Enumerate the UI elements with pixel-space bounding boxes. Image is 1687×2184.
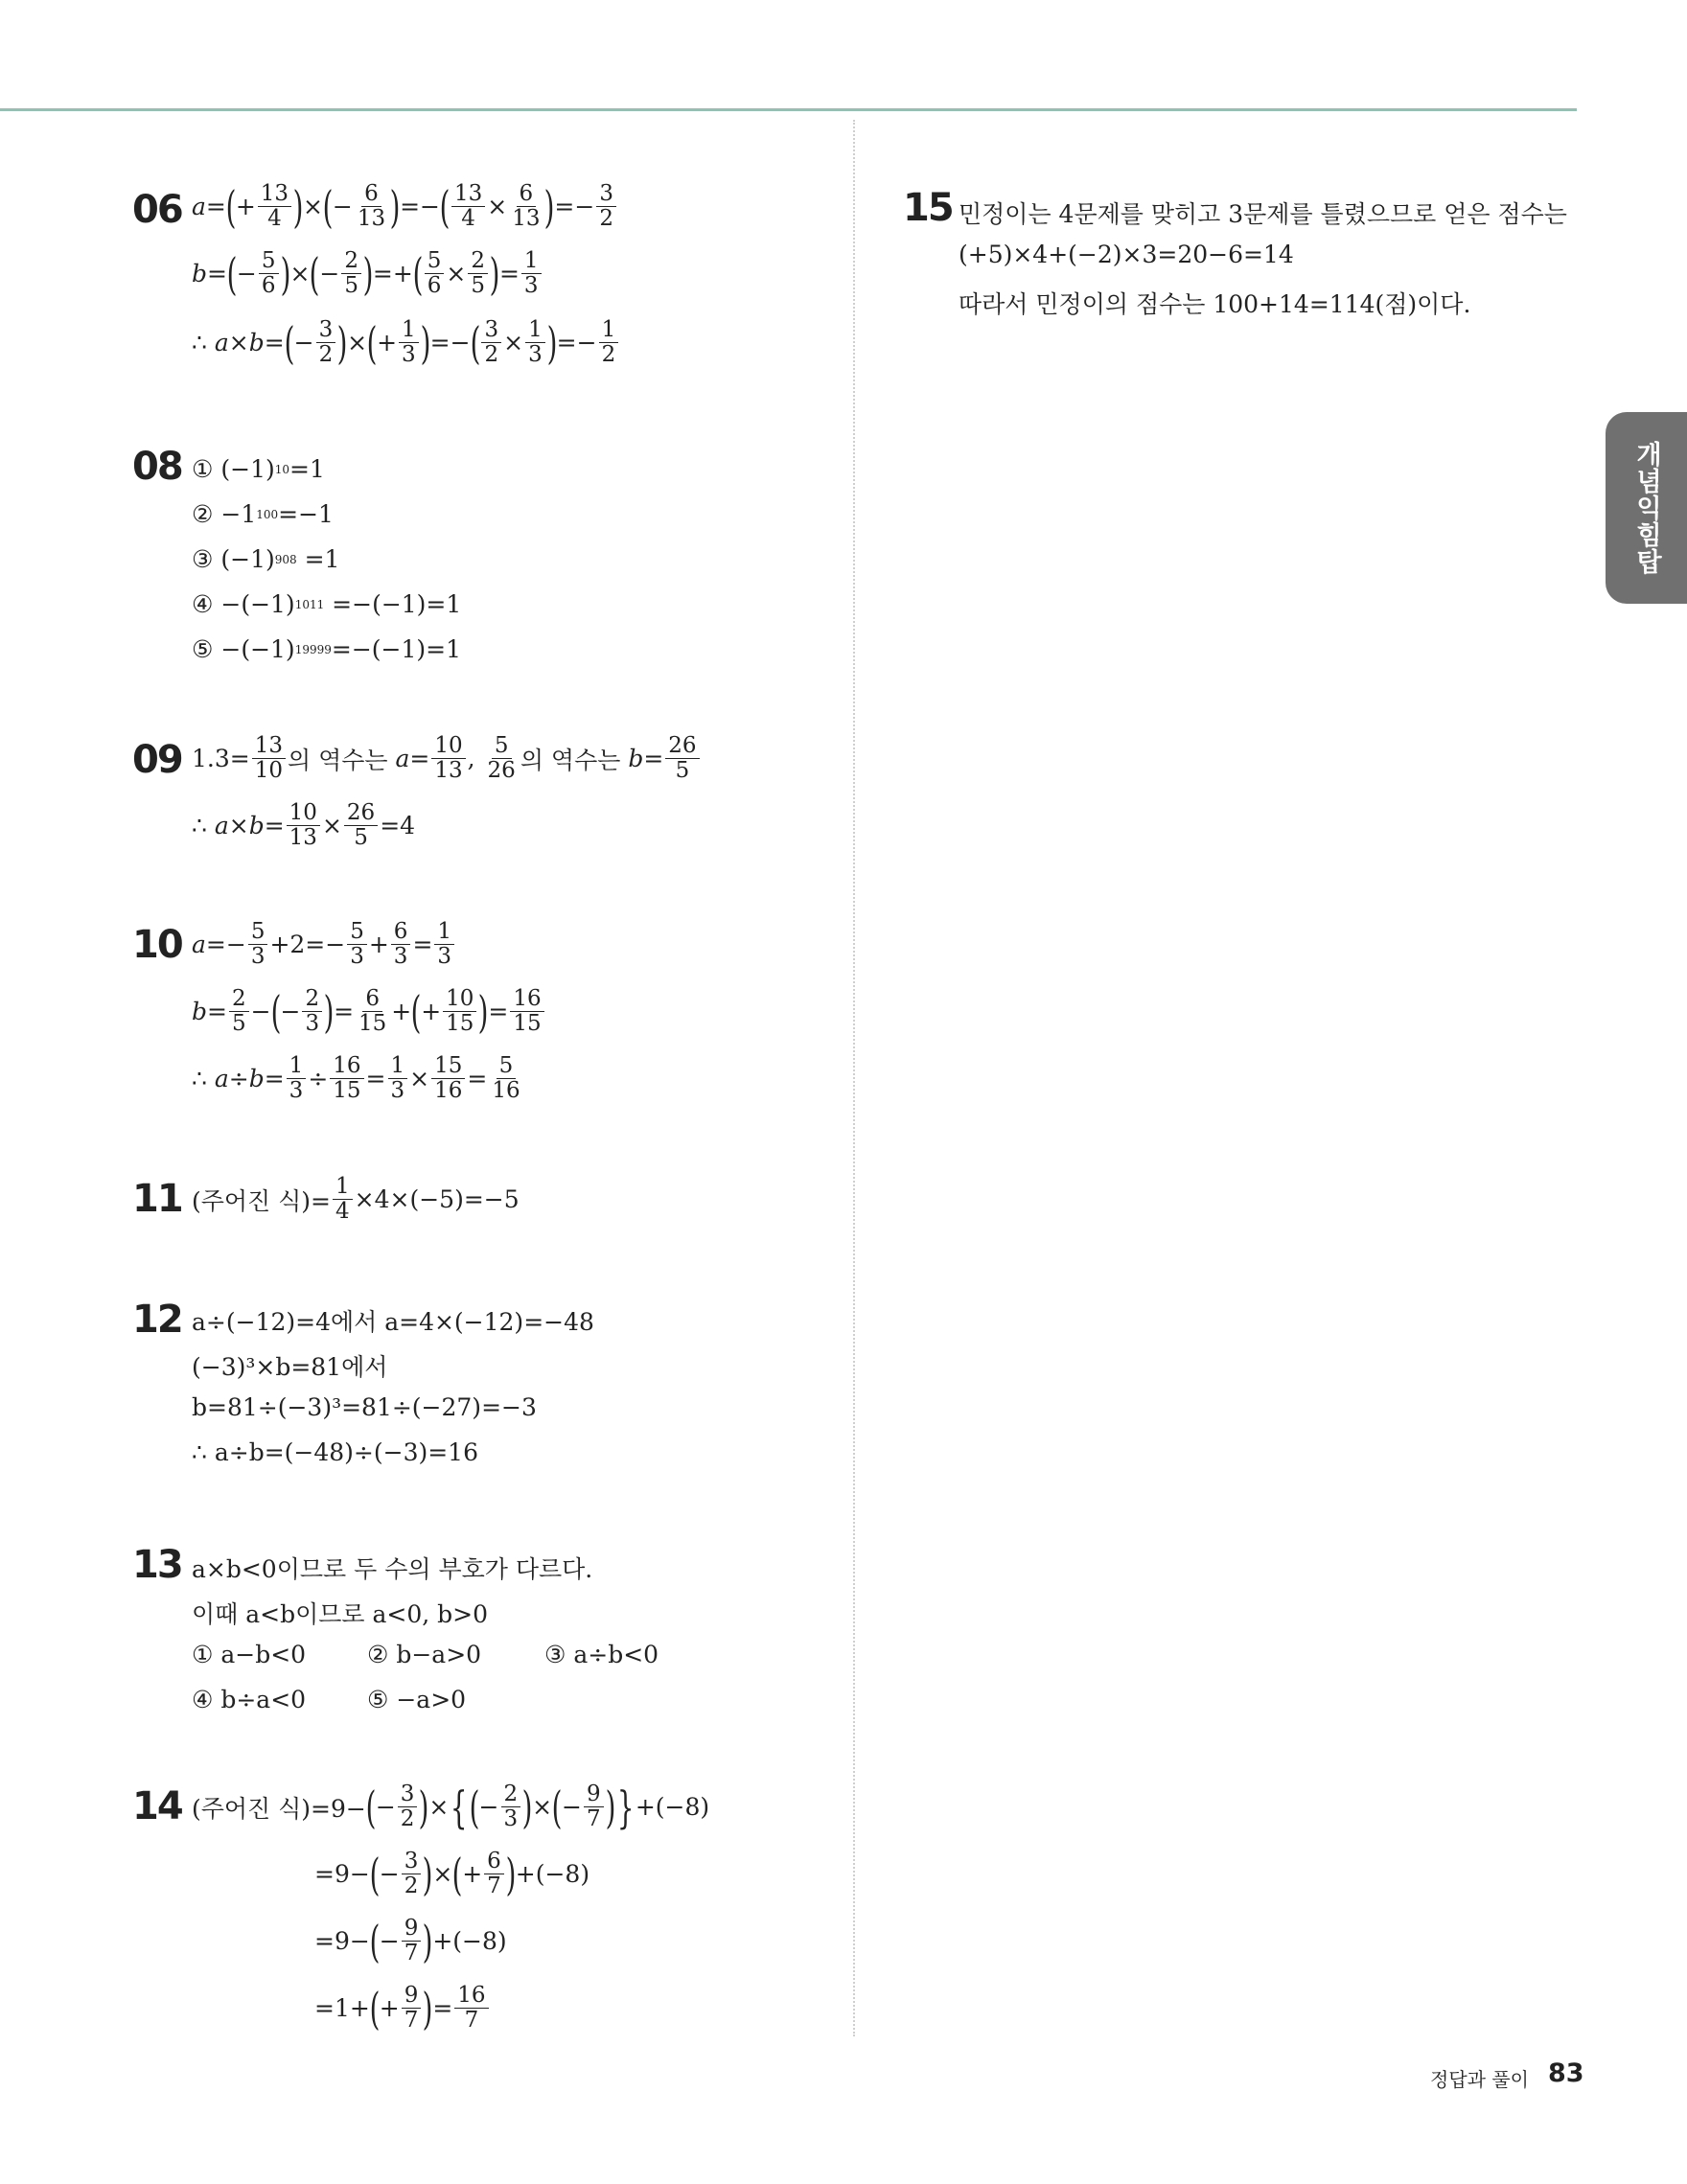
solution-line: ∴ a÷b = $\frac{1}{3}$ ÷ $\frac{16}{15}$ = $\frac{1}{3}$ × $\frac{15}{16}$ = $\frac{5}{16}$: [192, 1053, 520, 1104]
solution-line: 1.3= $\frac{13}{10}$ 의 역수는 a = $\frac{10}{13}$ , $\frac{5}{26}$ 의 역수는 b = $\frac{26}{5}$: [192, 734, 702, 784]
option: ② b−a>0: [367, 1641, 482, 1668]
solution-line: ④ −(−1) 1011 =−(−1)=1: [192, 590, 462, 618]
solution-line: ① (−1) 10 =1: [192, 455, 325, 483]
option: ① a−b<0: [192, 1641, 307, 1668]
solution-line: a÷(−12)=4에서 a=4×(−12)=−48: [192, 1308, 594, 1336]
solution-line: 따라서 민정이의 점수는 100+14=114(점)이다.: [959, 290, 1471, 318]
solution-line: (+5)×4+(−2)×3=20−6=14: [959, 241, 1294, 268]
solution-line: a = ( + $\frac{13}{4}$ ) × ( − $\frac{6}{13}$ ) =− ( $\frac{13}{4}$ × $\frac{6}{13}$ ) =− $\frac{3}{2}$: [192, 182, 618, 232]
problem-number: 12: [132, 1298, 182, 1342]
page-number: 83: [1548, 2058, 1584, 2088]
solution-line: ∴ a÷b=(−48)÷(−3)=16: [192, 1438, 478, 1466]
solution-line: =9− ( − $\frac{9}{7}$ ) +(−8): [314, 1915, 507, 1967]
side-tab[interactable]: [1606, 412, 1687, 604]
solution-line: =9− ( − $\frac{3}{2}$ ) × ( + $\frac{6}{7}$ ) +(−8): [314, 1848, 590, 1900]
solution-line: (주어진 식)=9− ( − $\frac{3}{2}$ ) × { ( − $\frac{2}{3}$ ) × ( − $\frac{9}{7}$ ) } +(−8): [192, 1781, 710, 1833]
footer-label: 정답과 풀이: [1430, 2068, 1529, 2091]
solution-line: (−3)³×b=81에서: [192, 1353, 388, 1381]
problem-number: 11: [132, 1177, 182, 1221]
solution-line: ∴ a×b = $\frac{10}{13}$ × $\frac{26}{5}$ =4: [192, 800, 416, 851]
solution-line: =1+ ( + $\frac{9}{7}$ ) = $\frac{16}{7}$: [314, 1984, 491, 2034]
solution-line: b = ( − $\frac{5}{6}$ ) × ( − $\frac{2}{5}$ ) =+ ( $\frac{5}{6}$ × $\frac{2}{5}$ ) = $\frac{1}{3}$: [192, 249, 543, 299]
solution-line: a×b<0이므로 두 수의 부호가 다르다.: [192, 1555, 593, 1583]
problem-number: 10: [132, 923, 182, 967]
problem-number: 13: [132, 1543, 182, 1587]
solution-line: 민정이는 4문제를 맞히고 3문제를 틀렸으므로 얻은 점수는: [959, 200, 1567, 228]
solution-line: 이때 a<b이므로 a<0, b>0: [192, 1600, 489, 1628]
problem-number: 06: [132, 188, 182, 232]
solution-line: b = $\frac{2}{5}$ − ( − $\frac{2}{3}$ ) = $\frac{6}{15}$ + ( + $\frac{10}{15}$ ) = $\frac{16}{15}$: [192, 987, 546, 1037]
column-divider: [853, 120, 855, 2036]
problem-number: 08: [132, 445, 182, 489]
option: ④ b÷a<0: [192, 1686, 307, 1713]
problem-number: 15: [903, 186, 953, 230]
solution-line: ② −1 100 =−1: [192, 500, 334, 528]
solution-line: a =− $\frac{5}{3}$ +2=− $\frac{5}{3}$ + $\frac{6}{3}$ = $\frac{1}{3}$: [192, 920, 456, 970]
solution-line: ③ (−1) 908 =1: [192, 545, 340, 573]
solution-line: ⑤ −(−1) 19999 =−(−1)=1: [192, 635, 461, 663]
header-rule: [0, 108, 1577, 111]
solution-line: (주어진 식)= $\frac{1}{4}$ ×4×(−5)=−5: [192, 1174, 520, 1225]
option: ⑤ −a>0: [367, 1686, 467, 1713]
problem-number: 09: [132, 738, 182, 782]
solution-line: ∴ a×b = ( − $\frac{3}{2}$ ) × ( + $\frac{1}{3}$ ) =− ( $\frac{3}{2}$ × $\frac{1}{3}$ ) =− $\frac{1}{2}$: [192, 318, 620, 368]
side-tab-label: 개념익힘탑: [1631, 441, 1661, 575]
option: ③ a÷b<0: [544, 1641, 659, 1668]
problem-number: 14: [132, 1784, 182, 1828]
solution-line: b=81÷(−3)³=81÷(−27)=−3: [192, 1393, 537, 1421]
